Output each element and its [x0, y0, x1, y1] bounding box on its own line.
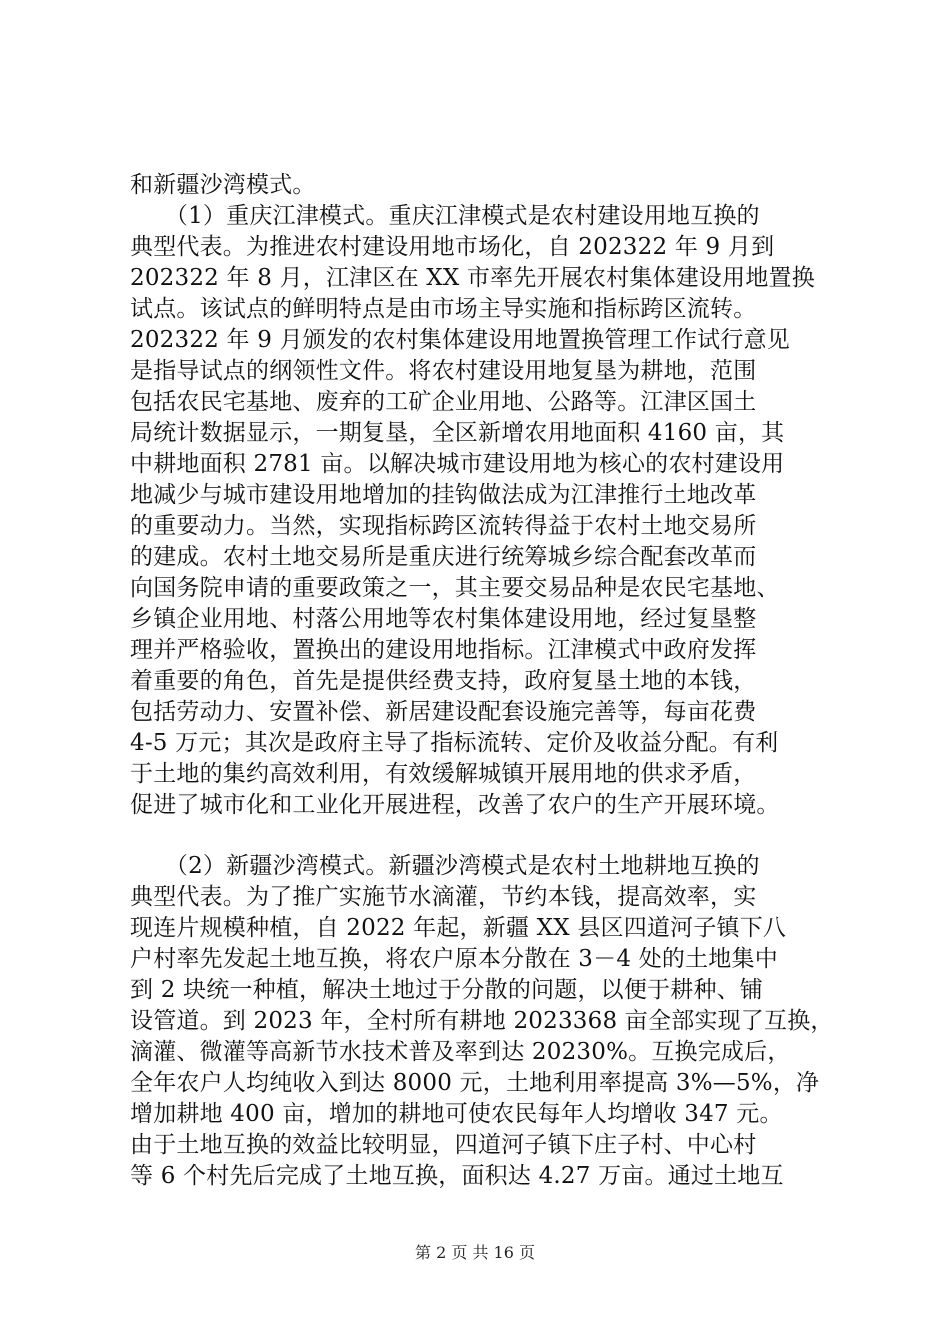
- text-line: 到 2 块统一种植，解决土地过于分散的问题，以便于耕种、铺: [130, 977, 764, 1003]
- text-line: 典型代表。为推进农村建设用地市场化，自 202322 年 9 月到: [130, 234, 775, 260]
- page-footer: [0, 1243, 950, 1263]
- text-line: 着重要的角色，首先是提供经费支持，政府复垦土地的本钱，: [130, 668, 757, 694]
- text-line: 增加耕地 400 亩，增加的耕地可使农民每年人均增收 347 元。: [130, 1101, 783, 1127]
- text-line: 滴灌、微灌等高新节水技术普及率到达 20230%。互换完成后，: [130, 1039, 791, 1065]
- text-line: 于土地的集约高效利用，有效缓解城镇开展用地的供求矛盾，: [130, 761, 757, 787]
- text-line: 4-5 万元；其次是政府主导了指标流转、定价及收益分配。有利: [130, 730, 779, 756]
- text-line: 地减少与城市建设用地增加的挂钩做法成为江津推行土地改革: [130, 482, 757, 508]
- text-line: （1）重庆江津模式。重庆江津模式是农村建设用地互换的: [130, 203, 760, 229]
- text-line: 局统计数据显示，一期复垦，全区新增农用地面积 4160 亩，其: [130, 420, 785, 446]
- text-line: 试点。该试点的鲜明特点是由市场主导实施和指标跨区流转。: [130, 296, 757, 322]
- text-line: 等 6 个村先后完成了土地互换，面积达 4.27 万亩。通过土地互: [130, 1163, 784, 1189]
- text-line: 户村率先发起土地互换，将农户原本分散在 3－4 处的土地集中: [130, 946, 778, 972]
- text-line: 包括劳动力、安置补偿、新居建设配套设施完善等，每亩花费: [130, 699, 757, 725]
- paragraph-1: [130, 170, 830, 821]
- text-line: 典型代表。为了推广实施节水滴灌，节约本钱，提高效率，实: [130, 884, 757, 910]
- text-line: 促进了城市化和工业化开展进程，改善了农户的生产开展环境。: [130, 792, 780, 818]
- text-line: 是指导试点的纲领性文件。将农村建设用地复垦为耕地，范围: [130, 358, 757, 384]
- text-line: 乡镇企业用地、村落公用地等农村集体建设用地，经过复垦整: [130, 606, 757, 632]
- text-line: 由于土地互换的效益比较明显，四道河子镇下庄子村、中心村: [130, 1132, 757, 1158]
- text-line: 包括农民宅基地、废弃的工矿企业用地、公路等。江津区国土: [130, 389, 757, 415]
- text-line: 202322 年 9 月颁发的农村集体建设用地置换管理工作试行意见: [130, 327, 790, 353]
- body-text: [130, 170, 834, 1192]
- text-line: 理并严格验收，置换出的建设用地指标。江津模式中政府发挥: [130, 637, 757, 663]
- paragraph-gap: [130, 821, 830, 851]
- text-line: 现连片规模种植，自 2022 年起，新疆 XX 县区四道河子镇下八: [130, 915, 787, 941]
- text-line: 全年农户人均纯收入到达 8000 元，土地利用率提高 3%—5%，净: [130, 1070, 820, 1096]
- text-line: 向国务院申请的重要政策之一，其主要交易品种是农民宅基地、: [130, 575, 780, 601]
- text-line: 的重要动力。当然，实现指标跨区流转得益于农村土地交易所: [130, 513, 757, 539]
- page-number: 第 2 页 共 16 页: [415, 1243, 535, 1262]
- text-line: 202322 年 8 月，江津区在 XX 市率先开展农村集体建设用地置换: [130, 265, 815, 291]
- paragraph-2: [130, 851, 834, 1192]
- text-line: （2）新疆沙湾模式。新疆沙湾模式是农村土地耕地互换的: [130, 853, 760, 879]
- text-line: 中耕地面积 2781 亩。以解决城市建设用地为核心的农村建设用: [130, 451, 785, 477]
- text-line: 和新疆沙湾模式。: [130, 172, 316, 198]
- text-line: 的建成。农村土地交易所是重庆进行统筹城乡综合配套改革而: [130, 544, 757, 570]
- text-line: 设管道。到 2023 年，全村所有耕地 2023368 亩全部实现了互换，: [130, 1008, 834, 1034]
